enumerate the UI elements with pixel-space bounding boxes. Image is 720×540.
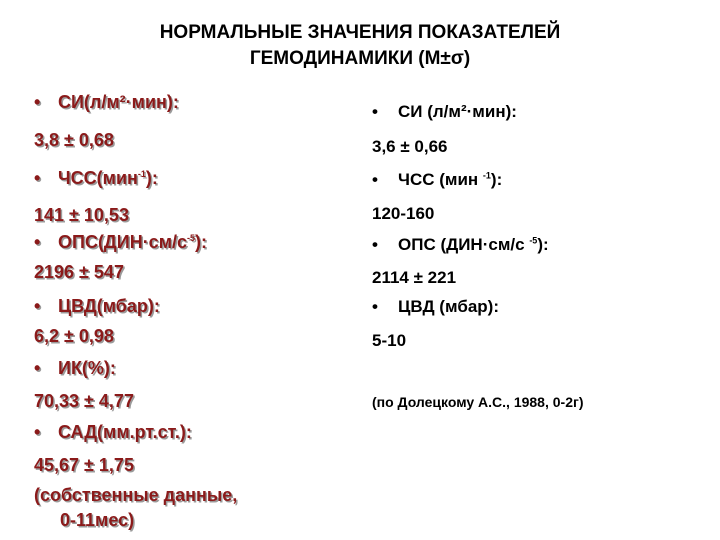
left-ops-label-row	[34, 232, 207, 253]
slide-title	[0, 20, 720, 72]
bullet-icon: •	[34, 422, 41, 442]
left-cvd-value: 6,2 ± 0,98	[34, 326, 114, 346]
right-chss-label-b: ):	[490, 170, 503, 189]
bullet-icon: •	[34, 168, 41, 188]
bullet-icon: •	[372, 235, 378, 254]
left-ops-sup: -5	[187, 233, 196, 243]
bullet-icon: •	[34, 92, 41, 112]
right-ops-label-a: ОПС (ДИН·см/с	[398, 235, 530, 254]
right-cvd-label: ЦВД (мбар):	[398, 297, 499, 316]
title-line-2: ГЕМОДИНАМИКИ (М±σ)	[249, 48, 471, 69]
right-chss-label-a: ЧСС (мин	[398, 170, 483, 189]
right-ops-sup: -5	[529, 235, 538, 246]
left-source-line-1: (собственные данные,	[34, 485, 238, 505]
left-chss-label-b: ):	[145, 168, 158, 188]
left-source-line-2: 0-11мес)	[60, 510, 135, 530]
right-chss-label-row	[372, 170, 502, 190]
left-chss-label-row	[34, 168, 158, 189]
right-si-value: 3,6 ± 0,66	[372, 137, 448, 156]
left-ops-label-b: ):	[195, 232, 208, 252]
right-chss-value: 120-160	[372, 204, 435, 223]
bullet-icon: •	[34, 296, 41, 316]
right-ops-label-b: ):	[537, 235, 549, 254]
right-source: (по Долецкому А.С., 1988, 0-2г)	[372, 394, 584, 410]
right-cvd-value: 5-10	[372, 331, 407, 350]
bullet-icon: •	[372, 102, 378, 121]
right-cvd-label-row	[372, 297, 499, 317]
right-chss-sup: -1	[482, 170, 491, 181]
left-chss-value: 141 ± 10,53	[34, 205, 129, 225]
left-sad-label-row	[34, 422, 192, 443]
left-ik-label: ИК(%):	[58, 358, 116, 378]
left-ik-label-row	[34, 358, 116, 379]
bullet-icon: •	[372, 170, 378, 189]
left-ops-value: 2196 ± 547	[34, 262, 124, 282]
bullet-icon: •	[372, 297, 378, 316]
left-chss-sup: -1	[137, 169, 146, 179]
left-sad-label: САД(мм.рт.ст.):	[58, 422, 192, 442]
left-sad-value: 45,67 ± 1,75	[34, 455, 134, 475]
left-ops-label-a: ОПС(ДИН·см/с	[58, 232, 188, 252]
left-cvd-label: ЦВД(мбар):	[58, 296, 160, 316]
left-chss-label-a: ЧСС(мин	[58, 168, 138, 188]
left-cvd-label-row	[34, 296, 160, 317]
right-ops-value: 2114 ± 221	[372, 268, 457, 287]
bullet-icon: •	[34, 358, 41, 378]
bullet-icon: •	[34, 232, 41, 252]
title-line-1: НОРМАЛЬНЫЕ ЗНАЧЕНИЯ ПОКАЗАТЕЛЕЙ	[159, 22, 561, 43]
right-si-label-row	[372, 102, 517, 122]
left-si-label: СИ(л/м²·мин):	[58, 92, 179, 112]
left-si-value: 3,8 ± 0,68	[34, 130, 114, 150]
right-ops-label-row	[372, 235, 549, 255]
left-ik-value: 70,33 ± 4,77	[34, 391, 134, 411]
right-si-label: СИ (л/м²·мин):	[398, 102, 517, 121]
left-si-label-row	[34, 92, 179, 113]
